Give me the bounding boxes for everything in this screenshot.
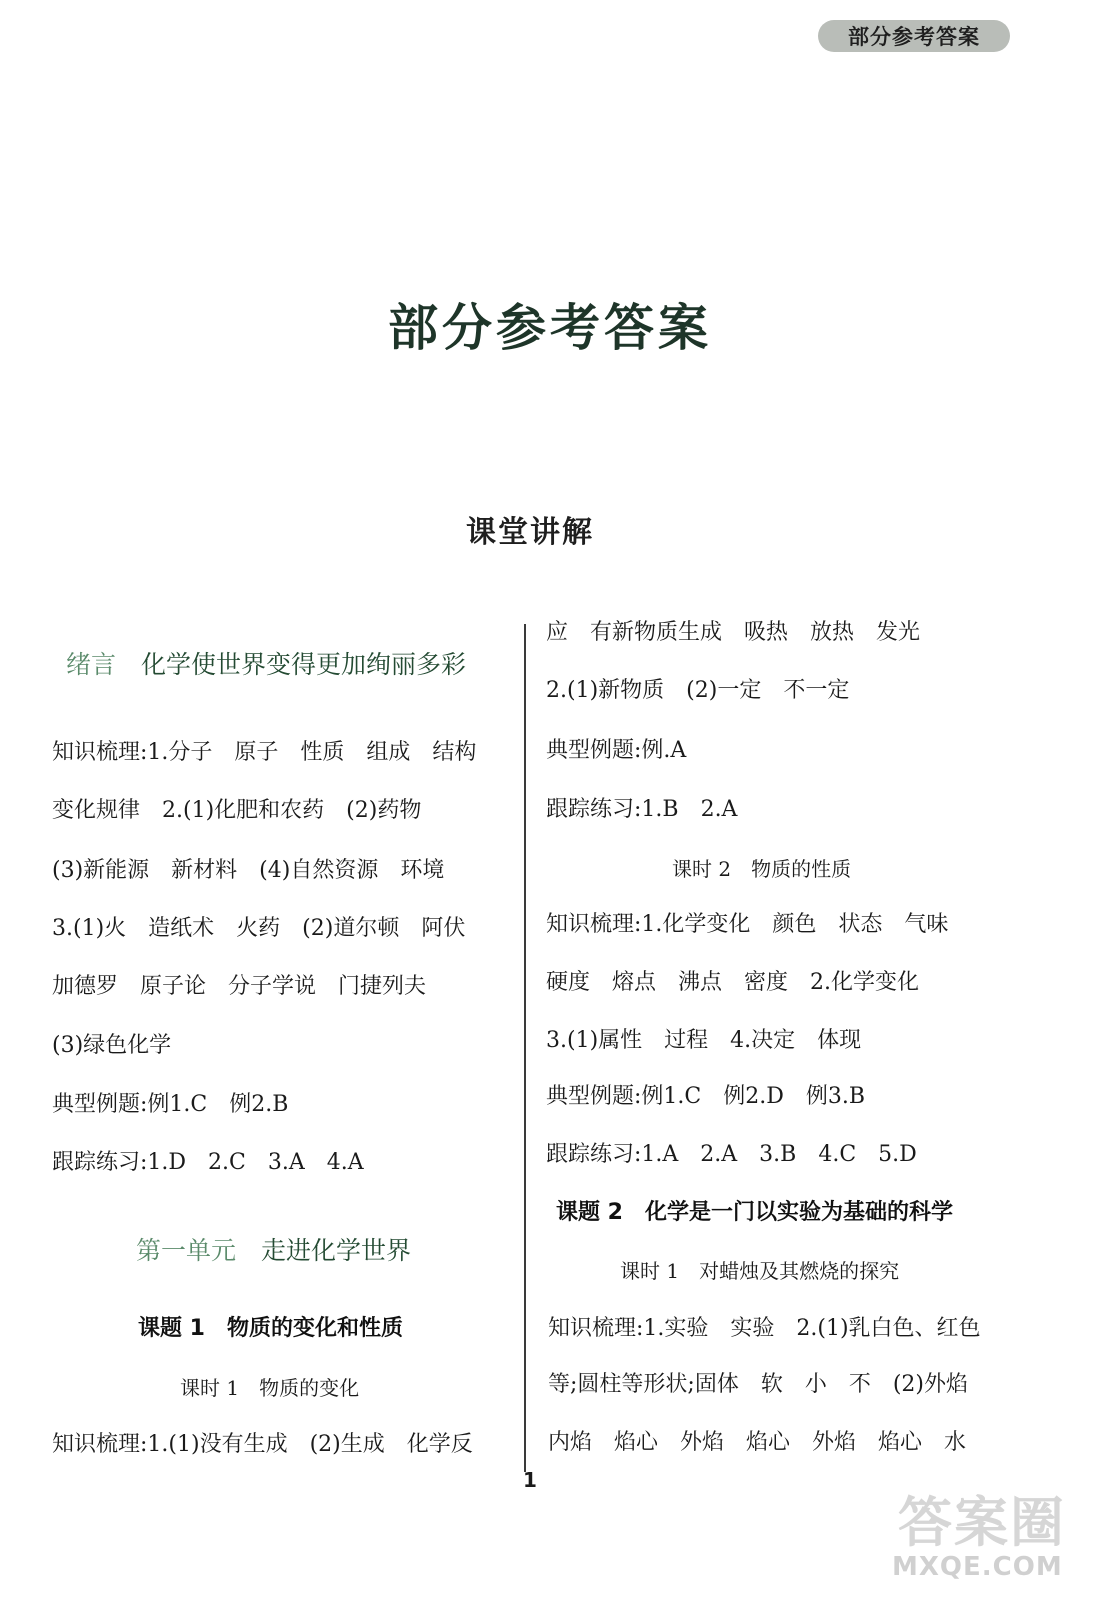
right-line: 跟踪练习:1.B 2.A — [546, 797, 738, 822]
left-line: 典型例题:例1.C 例2.B — [52, 1092, 289, 1117]
right-line: 典型例题:例1.C 例2.D 例3.B — [546, 1084, 866, 1109]
intro-heading — [66, 650, 466, 680]
left-line: 加德罗 原子论 分子学说 门捷列夫 — [52, 974, 427, 999]
right-line: 硬度 熔点 沸点 密度 2.化学变化 — [546, 970, 919, 995]
column-divider — [524, 624, 526, 1472]
watermark-url: MXQE.COM — [892, 1552, 1063, 1582]
right-line: 跟踪练习:1.A 2.A 3.B 4.C 5.D — [546, 1142, 917, 1167]
left-line: 跟踪练习:1.D 2.C 3.A 4.A — [52, 1150, 364, 1175]
lesson-heading: 课时 2 物质的性质 — [672, 857, 852, 881]
watermark-text: 答案圈 — [898, 1491, 1066, 1554]
left-line: (3)新能源 新材料 (4)自然资源 环境 — [52, 858, 445, 883]
lesson-heading: 课时 1 物质的变化 — [180, 1376, 360, 1400]
right-line: 知识梳理:1.实验 实验 2.(1)乳白色、红色 — [548, 1316, 981, 1341]
right-line: 知识梳理:1.化学变化 颜色 状态 气味 — [546, 912, 949, 937]
right-line: 等;圆柱等形状;固体 软 小 不 (2)外焰 — [548, 1372, 968, 1397]
left-line: 知识梳理:1.分子 原子 性质 组成 结构 — [52, 740, 477, 765]
left-line: (3)绿色化学 — [52, 1033, 172, 1058]
topic-heading: 课题 2 化学是一门以实验为基础的科学 — [556, 1200, 953, 1225]
right-line: 应 有新物质生成 吸热 放热 发光 — [546, 620, 921, 645]
intro-label: 绪言 — [66, 650, 117, 679]
left-line: 知识梳理:1.(1)没有生成 (2)生成 化学反 — [52, 1432, 473, 1457]
right-line: 3.(1)属性 过程 4.决定 体现 — [546, 1028, 862, 1053]
left-line: 3.(1)火 造纸术 火药 (2)道尔顿 阿伏 — [52, 916, 466, 941]
unit-label: 第一单元 — [136, 1236, 237, 1265]
unit-title: 走进化学世界 — [261, 1236, 412, 1265]
topic-heading: 课题 1 物质的变化和性质 — [138, 1316, 403, 1341]
right-line: 2.(1)新物质 (2)一定 不一定 — [546, 678, 850, 703]
intro-title: 化学使世界变得更加绚丽多彩 — [141, 650, 467, 679]
page-number: 1 — [523, 1468, 537, 1492]
section-title: 课堂讲解 — [466, 515, 594, 550]
left-line: 变化规律 2.(1)化肥和农药 (2)药物 — [52, 798, 422, 823]
lesson-heading: 课时 1 对蜡烛及其燃烧的探究 — [620, 1259, 900, 1283]
right-line: 典型例题:例.A — [546, 738, 687, 763]
right-line: 内焰 焰心 外焰 焰心 外焰 焰心 水 — [548, 1430, 967, 1455]
page-title: 部分参考答案 — [388, 299, 712, 357]
unit-heading — [136, 1236, 411, 1266]
header-tag: 部分参考答案 — [818, 20, 1010, 52]
watermark-logo — [888, 1480, 1088, 1590]
